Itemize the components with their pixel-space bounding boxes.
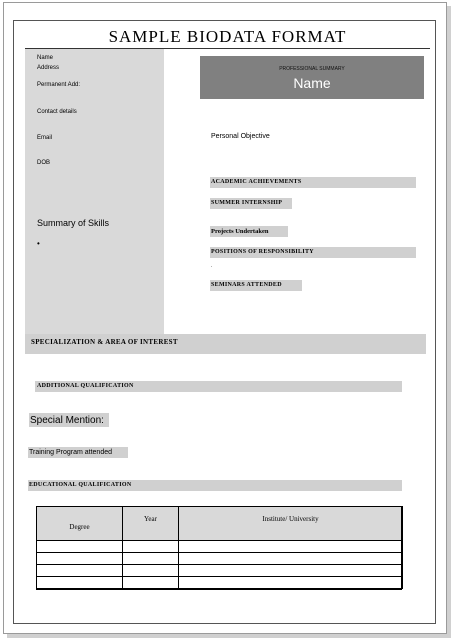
table-cell[interactable]	[123, 565, 179, 577]
table-cell[interactable]	[37, 553, 123, 565]
specialization-heading: SPECIALIZATION & AREA OF INTEREST	[31, 338, 178, 346]
table-row	[37, 577, 403, 589]
internship-heading: SUMMER INTERNSHIP	[211, 200, 283, 206]
table-cell[interactable]	[179, 577, 403, 589]
summary-name: Name	[293, 75, 331, 91]
table-row	[37, 541, 403, 553]
header-institute: Institute/ University	[179, 507, 403, 541]
special-mention: Special Mention:	[30, 415, 104, 426]
field-name: Name	[37, 55, 54, 61]
table-cell[interactable]	[123, 541, 179, 553]
field-dob: DOB	[37, 160, 51, 166]
positions-dot: .	[211, 263, 213, 269]
field-contact-details: Contact details	[37, 109, 77, 115]
page-shadow-right	[447, 6, 451, 636]
field-email: Email	[37, 135, 53, 141]
table-cell[interactable]	[179, 553, 403, 565]
professional-summary-box	[200, 56, 424, 99]
table-cell[interactable]	[123, 553, 179, 565]
personal-objective: Personal Objective	[211, 133, 270, 140]
table-header-row	[37, 507, 403, 541]
educational-heading: EDUCATIONAL QUALIFICATION	[29, 482, 132, 488]
table-row	[37, 565, 403, 577]
table-row	[37, 553, 403, 565]
seminars-heading: SEMINARS ATTENDED	[211, 282, 282, 288]
positions-heading: POSITIONS OF RESPONSIBILITY	[211, 249, 314, 255]
skills-title: Summary of Skills	[37, 218, 110, 228]
header-year: Year	[123, 507, 179, 541]
academic-heading: ACADEMIC ACHIEVEMENTS	[211, 179, 302, 185]
table-cell[interactable]	[37, 565, 123, 577]
additional-heading: ADDITIONAL QUALIFICATION	[37, 383, 134, 389]
professional-summary-label: PROFESSIONAL SUMMARY	[279, 66, 345, 72]
page-shadow-bottom	[7, 634, 451, 638]
table-cell[interactable]	[37, 577, 123, 589]
field-address: Address	[37, 65, 60, 71]
education-table	[36, 506, 403, 589]
document-title: SAMPLE BIODATA FORMAT	[108, 27, 347, 46]
sidebar	[25, 49, 164, 334]
table-cell[interactable]	[179, 565, 403, 577]
field-permanent-address: Permanent Add:	[37, 82, 81, 88]
training-program: Training Program attended	[29, 449, 113, 456]
skills-bullet: •	[37, 239, 40, 248]
projects-heading: Projects Undertaken	[211, 228, 269, 235]
table-cell[interactable]	[179, 541, 403, 553]
table-cell[interactable]	[123, 577, 179, 589]
header-degree: Degree	[37, 507, 123, 541]
table-cell[interactable]	[37, 541, 123, 553]
